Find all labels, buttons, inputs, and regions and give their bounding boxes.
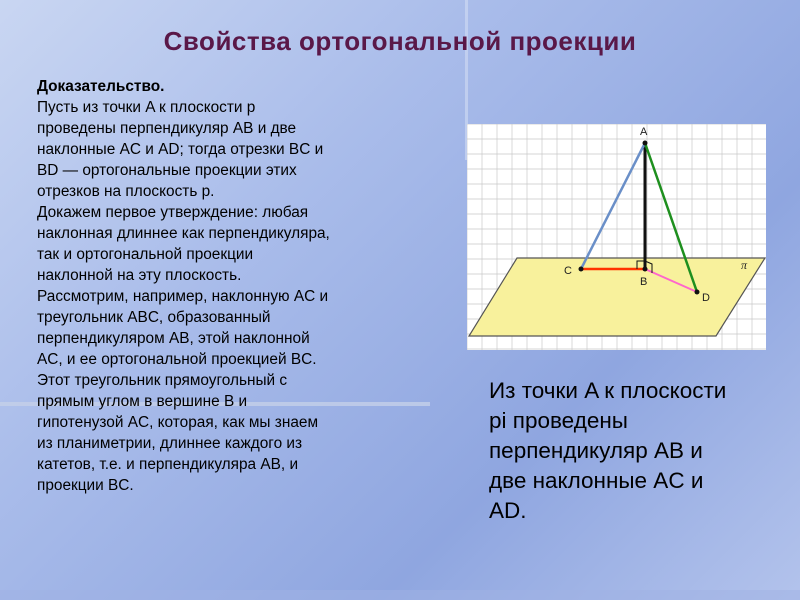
- caption-line: Из точки A к плоскости: [489, 378, 727, 403]
- point-b: [643, 267, 648, 272]
- caption-line: AD.: [489, 498, 527, 523]
- proof-line: наклонной на эту плоскость.: [37, 267, 242, 284]
- proof-line: проекции BC.: [37, 477, 134, 494]
- point-c: [579, 267, 584, 272]
- projection-figure: [467, 124, 766, 350]
- label-b: B: [640, 276, 648, 288]
- label-plane-pi: π: [741, 258, 748, 272]
- proof-line: Рассмотрим, например, наклонную AC и: [37, 288, 329, 305]
- proof-line: Пусть из точки A к плоскости p: [37, 99, 256, 116]
- proof-text-block: [37, 76, 437, 496]
- label-c: C: [564, 265, 572, 277]
- point-a: [643, 141, 648, 146]
- label-a: A: [640, 126, 648, 138]
- caption-line: перпендикуляр AB и: [489, 438, 703, 463]
- point-d: [695, 290, 700, 295]
- proof-line: Этот треугольник прямоугольный с: [37, 372, 288, 389]
- caption-line: pi проведены: [489, 408, 628, 433]
- caption-line: две наклонные AC и: [489, 468, 704, 493]
- proof-line: отрезков на плоскость p.: [37, 183, 215, 200]
- proof-line: BD — ортогональные проекции этих: [37, 162, 297, 179]
- proof-line: наклонные AC и AD; тогда отрезки BC и: [37, 141, 324, 158]
- proof-line: катетов, т.е. и перпендикуляра AB, и: [37, 456, 299, 473]
- slide-title: Свойства ортогональной проекции: [163, 26, 637, 56]
- proof-line: прямым углом в вершине B и: [37, 393, 248, 410]
- proof-heading: Доказательство.: [37, 78, 165, 95]
- proof-line: перпендикуляром AB, этой наклонной: [37, 330, 310, 347]
- proof-line: проведены перпендикуляр AB и две: [37, 120, 297, 137]
- proof-line: так и ортогональной проекции: [37, 246, 254, 263]
- proof-line: треугольник ABC, образованный: [37, 309, 271, 326]
- caption-block: [489, 376, 789, 526]
- proof-line: наклонная длиннее как перпендикуляра,: [37, 225, 330, 242]
- proof-line: гипотенузой AC, которая, как мы знаем: [37, 414, 319, 431]
- label-d: D: [702, 292, 710, 304]
- proof-line: AC, и ее ортогональной проекцией BC.: [37, 351, 317, 368]
- proof-line: из планиметрии, длиннее каждого из: [37, 435, 303, 452]
- proof-line: Докажем первое утверждение: любая: [37, 204, 309, 221]
